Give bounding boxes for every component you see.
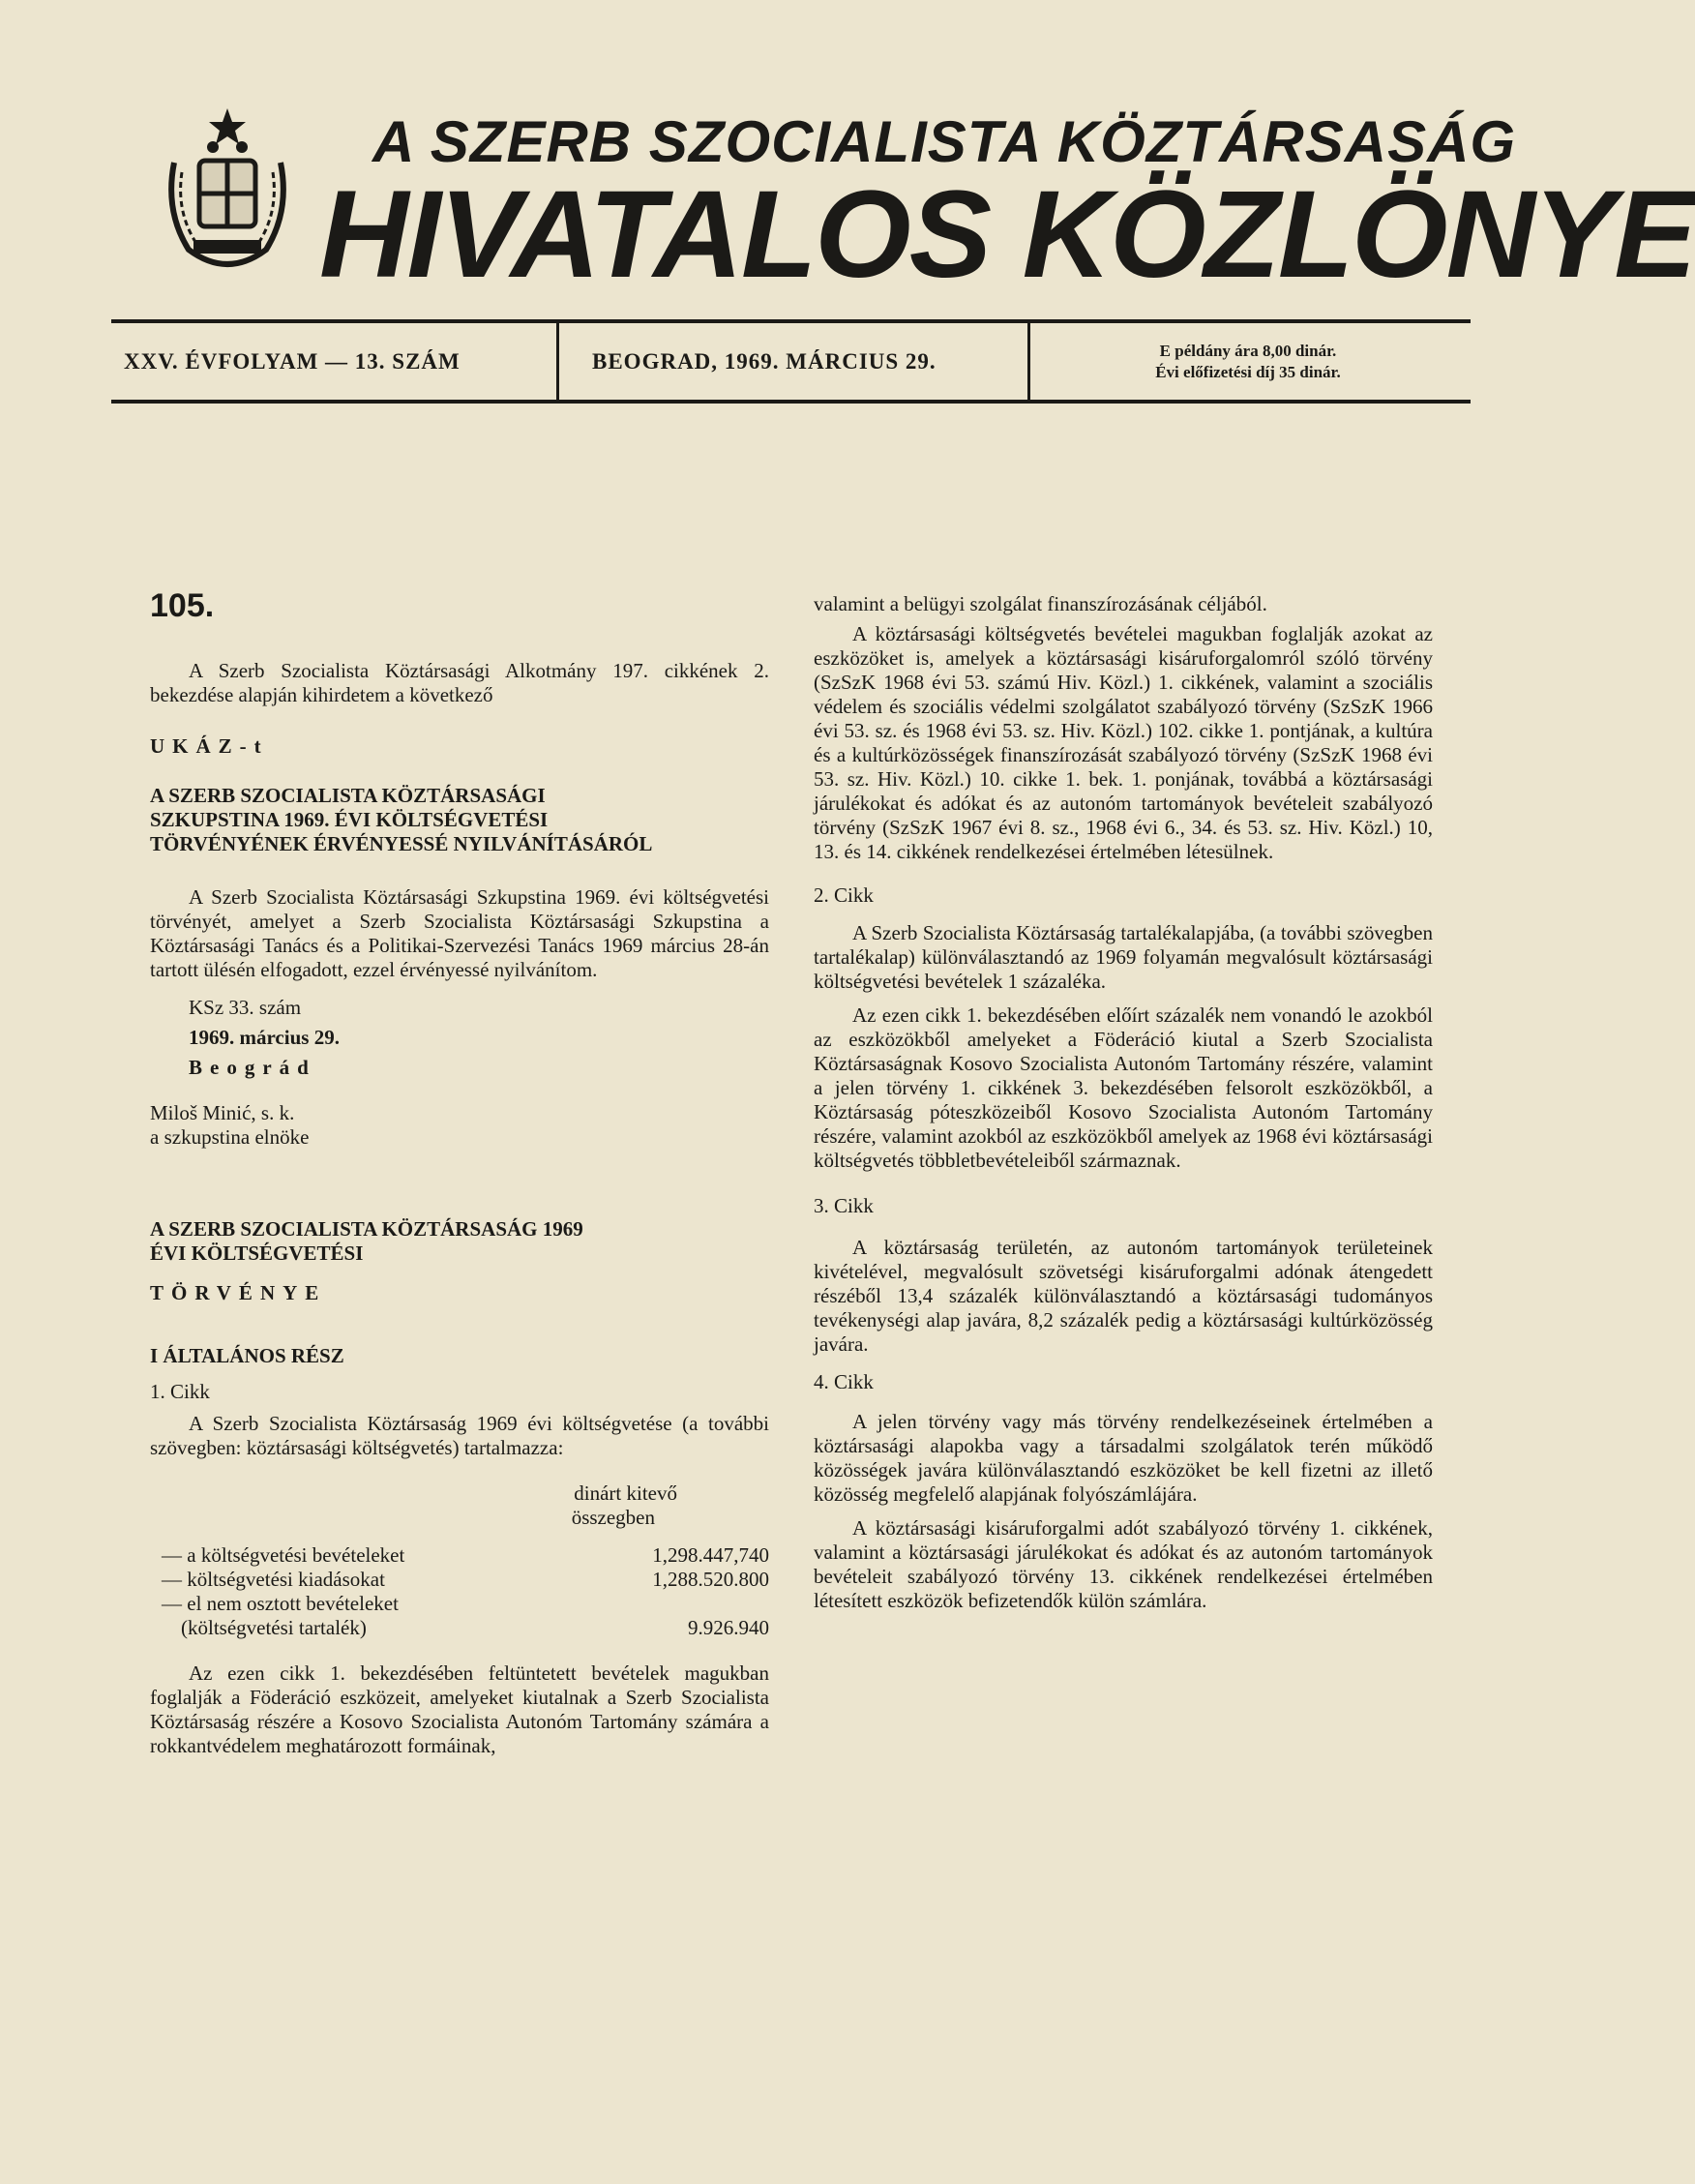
- volume-number: XXV. ÉVFOLYAM — 13. SZÁM: [124, 349, 461, 374]
- table-unit: összegben: [571, 1506, 655, 1529]
- masthead-divider: [1027, 323, 1030, 400]
- row-value: 9.926.940: [688, 1616, 769, 1639]
- reference-place: Beográd: [189, 1056, 316, 1079]
- right-column: [814, 592, 1433, 1613]
- law-title: TÖRVÉNYE: [150, 1281, 327, 1304]
- article-heading: 4. Cikk: [814, 1370, 874, 1393]
- row-label: (költségvetési tartalék): [181, 1616, 367, 1639]
- paragraph: A köztársaság területén, az autonóm tartományok területeinek kivételével, megvalósult szövetségi kisáruforgalmi adónak átengedett részéből 13,4 százalék különválasztandó a köztársasági tudományos tevékenységi alap javára, 8,2 százalék pedig a köztársasági kultúrközösség javára.: [814, 1236, 1433, 1356]
- row-value: 1,288.520.800: [652, 1568, 769, 1591]
- price-line: E példány ára 8,00 dinár.: [1159, 342, 1337, 360]
- paragraph: A köztársasági költségvetés bevételei magukban foglalják azokat az eszközöket is, amelyek a köztársasági kisáruforgalomról szóló törvény (SzSzK 1968 évi 53. számú Hiv. Közl.) 1. cikkének, valamint a szociális védelem és szociális védelmi szolgálatot szabályozó törvény (SzSzK 1966 évi 53. sz. és 1968 évi 53. sz. Hiv. Közl.) 102. cikke 1. pontjának, a kultúra és a kultúrközösségek finanszírozását szabályozó törvény (SzSzK 1968 évi 53. sz. Hiv. Közl.) 10. cikke 1. bek. 1. ponjának, továbbá a köztársasági járulékokat és adókat és az autonóm tartományok bevételeit szabályozó törvény (SzSzK 1967 évi 8. sz., 1968 évi 6., 34. és 53. sz. Hiv. Közl.) 10, 13. és 14. cikkének rendelkezései értelmében létesülnek.: [814, 622, 1433, 863]
- left-column: [150, 587, 769, 1758]
- signature-name: Miloš Minić, s. k.: [150, 1101, 295, 1124]
- masthead-title-line1: A SZERB SZOCIALISTA KÖZTÁRSASÁG: [372, 109, 1517, 174]
- article-heading: 1. Cikk: [150, 1380, 210, 1403]
- masthead-divider: [556, 323, 559, 400]
- paragraph: Az ezen cikk 1. bekezdésében előírt százalék nem vonandó le azokból az eszközökből amelyeket a Föderáció kiutal a Szerb Szocialista Köztársaságnak Kosovo Szocialista Autonóm Tartomány részére, valamint a jelen törvény 1. cikkének 3. bekezdésében felsorolt eszközökből, a Köztársaság póteszközeiből Kosovo Szocialista Autonóm Tartomány részére, valamint azokból az eszközökből amelyek az 1968 évi köztársasági költségvetés többletbevételeiből származnak.: [814, 1003, 1433, 1172]
- table-row: [150, 1592, 769, 1616]
- paragraph: A Szerb Szocialista Köztársaság 1969 évi költségvetése (a további szövegben: köztársasági költségvetés) tartalmazza:: [150, 1412, 769, 1459]
- law-title: A SZERB SZOCIALISTA KÖZTÁRSASÁG 1969: [150, 1217, 583, 1241]
- paragraph: Az ezen cikk 1. bekezdésében feltüntetett bevételek magukban foglalják a Föderáció eszközeit, amelyeket kiutalnak a Szerb Szocialista Köztársaság részére a Kosovo Szocialista Autonóm Tartomány számára a rokkantvédelem meghatározott formáinak,: [150, 1661, 769, 1757]
- row-value: 1,298.447,740: [652, 1543, 769, 1567]
- paragraph: A köztársasági kisáruforgalmi adót szabályozó törvény 1. cikkének, valamint a köztársasági járulékokat és adókat és az autonóm tartományok bevételeit szabályozó törvény 13. cikkének rendelkezései értelmében létesített eszközök befizetendők külön számlára.: [814, 1516, 1433, 1612]
- paragraph: A Szerb Szocialista Köztársasági Alkotmány 197. cikkének 2. bekezdése alapján kihirdetem a következő: [150, 659, 769, 706]
- coat-of-arms-icon: [145, 105, 310, 279]
- table-row: [150, 1568, 769, 1592]
- masthead-rule-top: [111, 319, 1471, 323]
- paragraph: A Szerb Szocialista Köztársaság tartalékalapjába, (a további szövegben tartalékalap) különválasztandó az 1969 folyamán megvalósult köztársasági költségvetési bevételek 1 százaléka.: [814, 921, 1433, 993]
- row-label: — költségvetési kiadásokat: [162, 1568, 385, 1591]
- row-label: — el nem osztott bevételeket: [162, 1592, 399, 1615]
- paragraph: A Szerb Szocialista Köztársasági Szkupstina 1969. évi költségvetési törvényét, amelyet a Szerb Szocialista Köztársasági Szkupstina a Köztársasági Tanács és a Politikai-Szervezési Tanács 1969 március 28-án tartott ülésén elfogadott, ezzel érvényessé nyilvánítom.: [150, 885, 769, 981]
- place-date: BEOGRAD, 1969. MÁRCIUS 29.: [592, 349, 937, 374]
- part-heading: I ÁLTALÁNOS RÉSZ: [150, 1344, 344, 1367]
- section-title: A SZERB SZOCIALISTA KÖZTÁRSASÁGI: [150, 784, 546, 807]
- row-label: — a költségvetési bevételeket: [162, 1543, 405, 1567]
- masthead-rule-bottom: [111, 400, 1471, 404]
- article-heading: 3. Cikk: [814, 1194, 874, 1217]
- signature-role: a szkupstina elnöke: [150, 1125, 310, 1149]
- section-title: TÖRVÉNYÉNEK ÉRVÉNYESSÉ NYILVÁNÍTÁSÁRÓL: [150, 832, 653, 855]
- paragraph: A jelen törvény vagy más törvény rendelkezéseinek értelmében a köztársasági alapokba vagy a társadalmi szolgálatok terén működő közösségek javára különválasztandó eszközöket be kell fizetni az illető közösség megfelelő alapjának folyószámlájára.: [814, 1410, 1433, 1506]
- act-number: 105.: [150, 587, 215, 624]
- paragraph: valamint a belügyi szolgálat finanszírozásának céljából.: [814, 592, 1267, 615]
- reference-number: KSz 33. szám: [189, 996, 302, 1019]
- section-title: SZKUPSTINA 1969. ÉVI KÖLTSÉGVETÉSI: [150, 808, 549, 831]
- table-row: [150, 1616, 769, 1640]
- masthead-title-line2: HIVATALOS KÖZLÖNYE: [319, 165, 1695, 304]
- article-heading: 2. Cikk: [814, 883, 874, 907]
- section-heading: UKÁZ-t: [150, 734, 269, 758]
- budget-table: [150, 1481, 769, 1640]
- table-row: [150, 1543, 769, 1568]
- law-title: ÉVI KÖLTSÉGVETÉSI: [150, 1242, 364, 1265]
- table-unit: dinárt kitevő: [574, 1481, 677, 1505]
- subscription-line: Évi előfizetési díj 35 dinár.: [1155, 363, 1341, 381]
- reference-date: 1969. március 29.: [189, 1026, 340, 1049]
- price-info: [1045, 339, 1451, 385]
